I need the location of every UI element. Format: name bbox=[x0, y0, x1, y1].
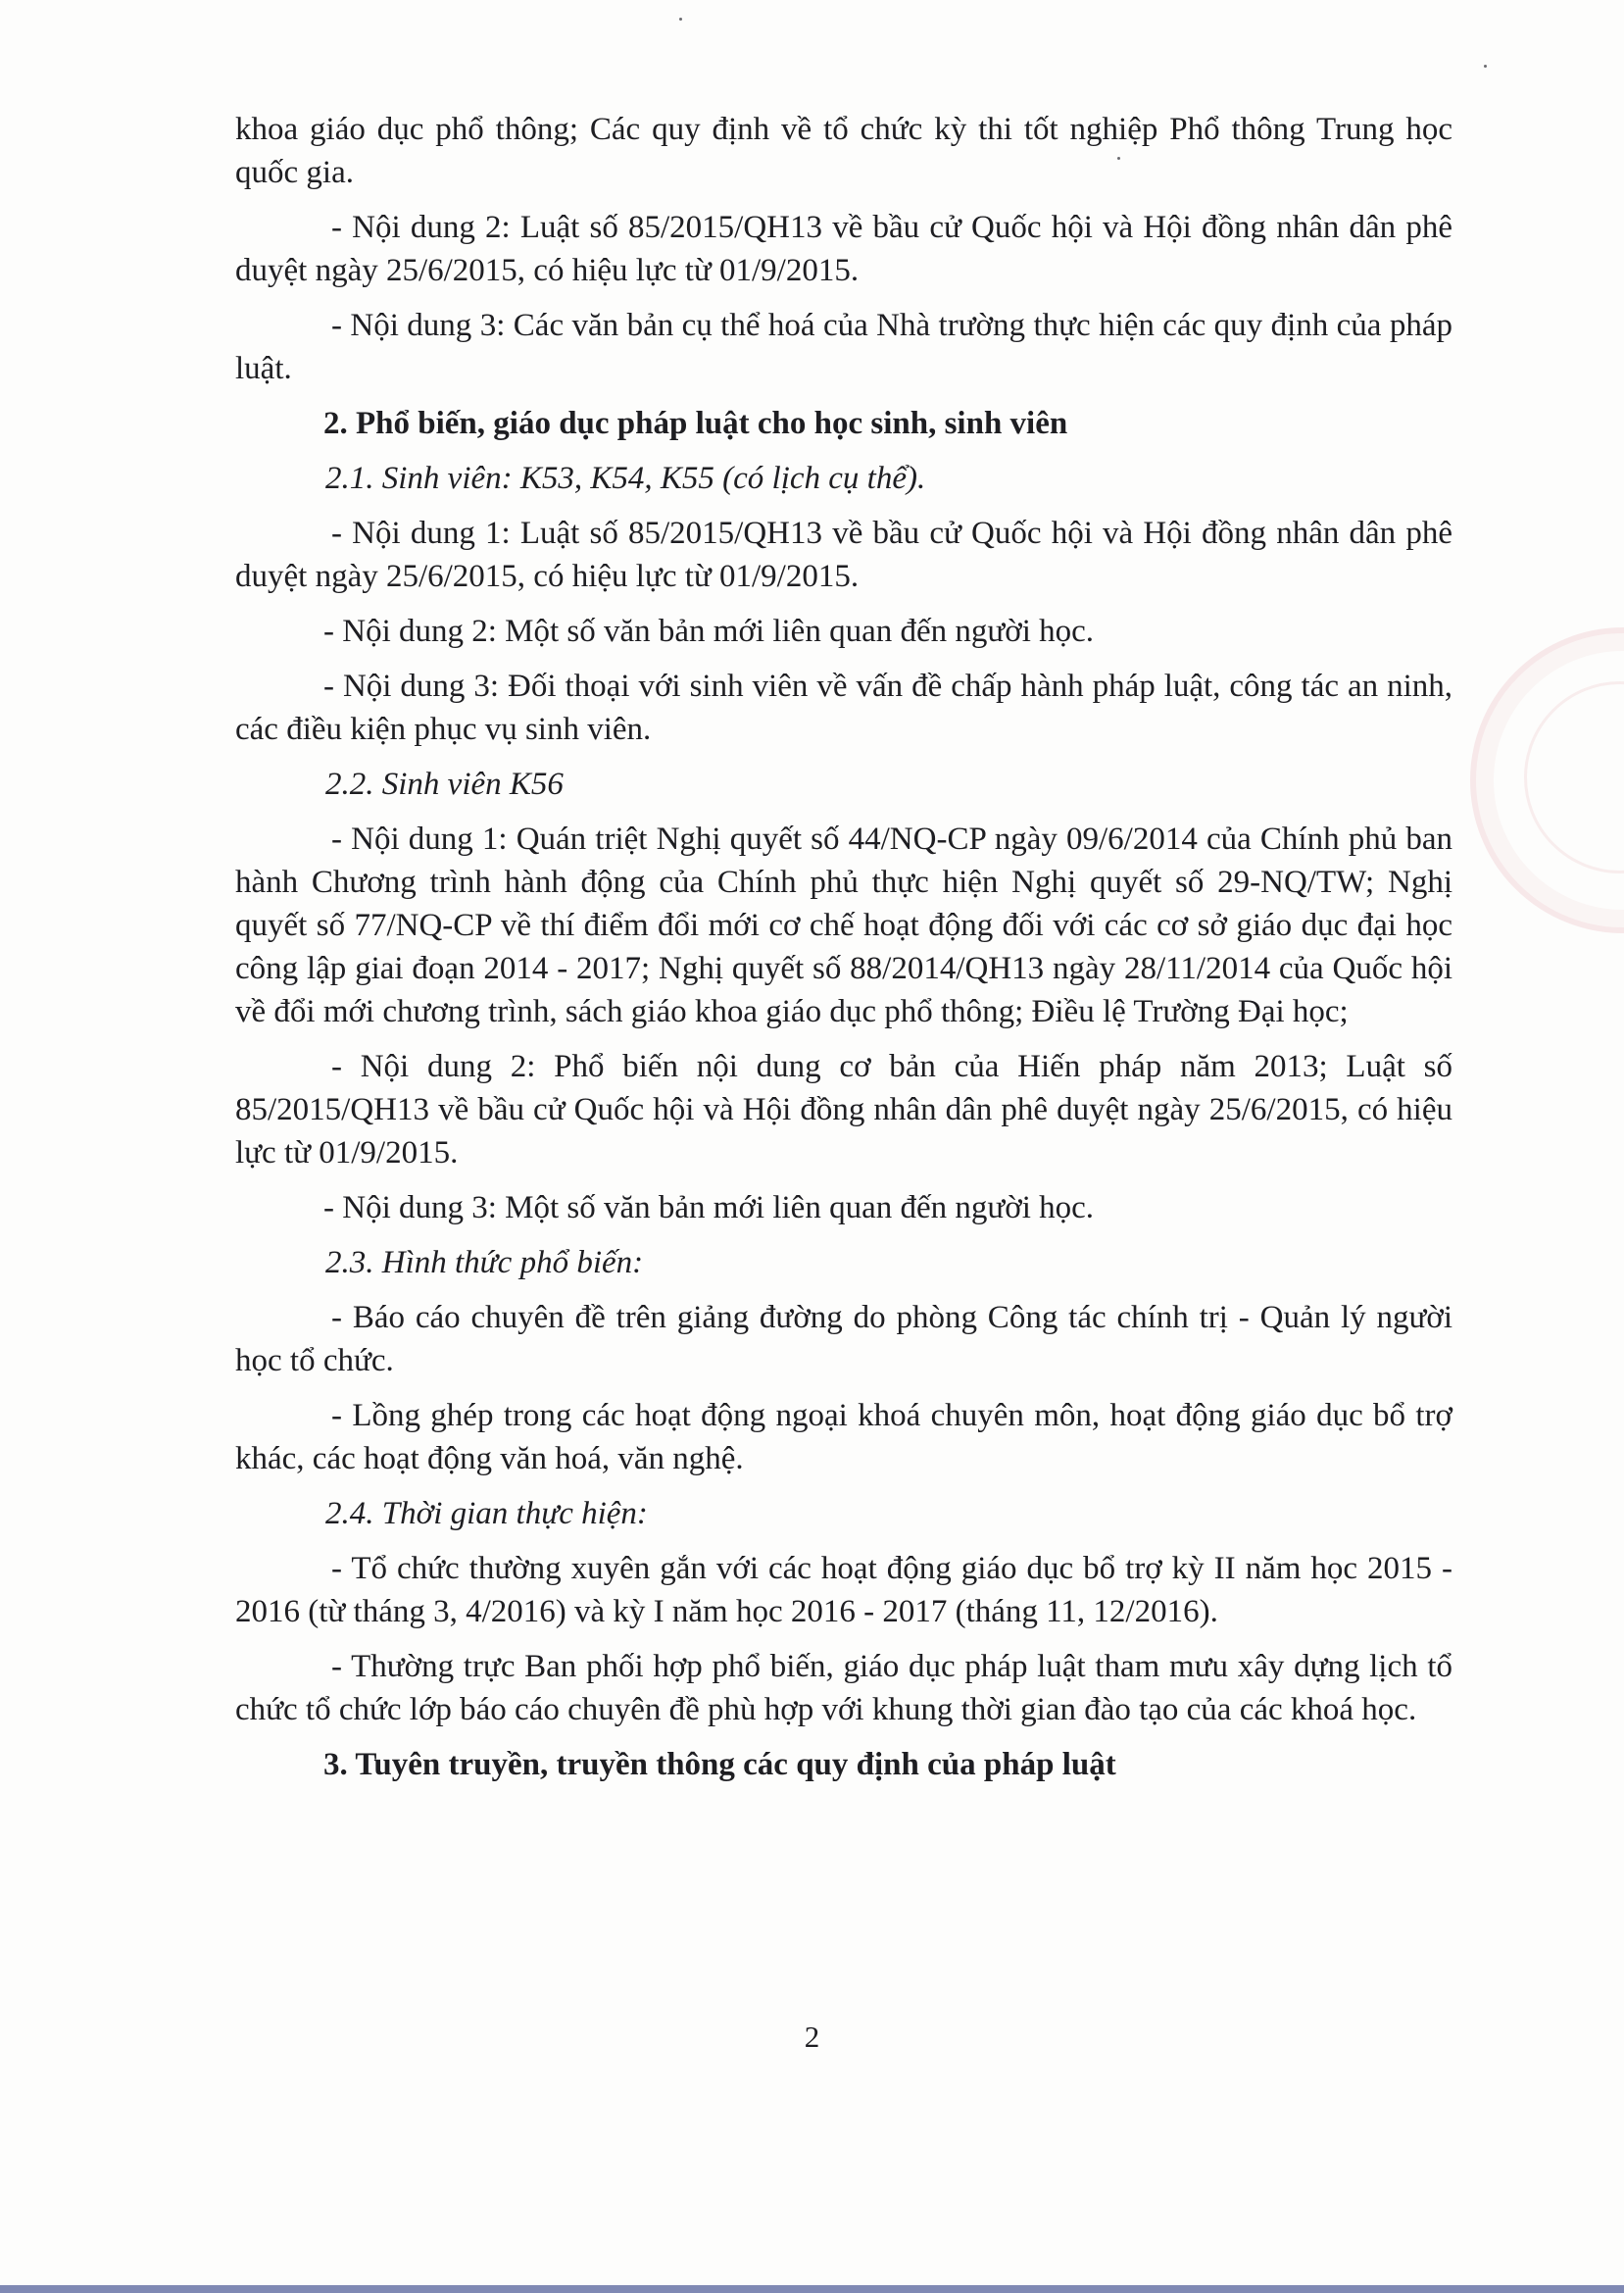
paragraph-2-3-item-2: - Lồng ghép trong các hoạt động ngoại khoá chuyên môn, hoạt động giáo dục bổ trợ khác, các hoạt động văn hoá, văn nghệ. bbox=[235, 1398, 1452, 1476]
subsection-heading-2-4: 2.4. Thời gian thực hiện: bbox=[325, 1496, 648, 1531]
paragraph-2-4-item-1: - Tổ chức thường xuyên gắn với các hoạt động giáo dục bổ trợ kỳ II năm học 2015 - 2016 (từ tháng 3, 4/2016) và kỳ I năm học 2016 - 2017 (tháng 11, 12/2016). bbox=[235, 1551, 1452, 1629]
paragraph-2-4-item-2: - Thường trực Ban phối hợp phổ biến, giáo dục pháp luật tham mưu xây dựng lịch tổ chức tổ chức lớp báo cáo chuyên đề phù hợp với khung thời gian đào tạo của các khoá học. bbox=[235, 1649, 1452, 1727]
scan-bottom-edge bbox=[0, 2285, 1624, 2293]
paragraph-2-3-item-1: - Báo cáo chuyên đề trên giảng đường do phòng Công tác chính trị - Quản lý người học tổ chức. bbox=[235, 1300, 1452, 1378]
paragraph-2-1-content-2: - Nội dung 2: Một số văn bản mới liên quan đến người học. bbox=[323, 614, 1095, 649]
document-body bbox=[235, 108, 1452, 1798]
section-heading-3: 3. Tuyên truyền, truyền thông các quy định của pháp luật bbox=[323, 1747, 1116, 1782]
subsection-heading-2-2: 2.2. Sinh viên K56 bbox=[325, 767, 564, 802]
paragraph-2-2-content-3: - Nội dung 3: Một số văn bản mới liên quan đến người học. bbox=[323, 1190, 1095, 1225]
subsection-heading-2-1: 2.1. Sinh viên: K53, K54, K55 (có lịch cụ thể). bbox=[325, 461, 926, 496]
paragraph-2-1-content-1: - Nội dung 1: Luật số 85/2015/QH13 về bầu cử Quốc hội và Hội đồng nhân dân phê duyệt ngày 25/6/2015, có hiệu lực từ 01/9/2015. bbox=[235, 516, 1452, 594]
paragraph-continuation: khoa giáo dục phổ thông; Các quy định về tổ chức kỳ thi tốt nghiệp Phổ thông Trung học quốc gia. bbox=[235, 112, 1452, 190]
page-number: 2 bbox=[804, 2019, 820, 2054]
scan-speck bbox=[679, 18, 682, 21]
paragraph-2-1-content-3: - Nội dung 3: Đối thoại với sinh viên về vấn đề chấp hành pháp luật, công tác an ninh, các điều kiện phục vụ sinh viên. bbox=[235, 669, 1452, 747]
scan-speck bbox=[1484, 65, 1487, 68]
subsection-heading-2-3: 2.3. Hình thức phổ biến: bbox=[325, 1245, 644, 1280]
paragraph-content-2: - Nội dung 2: Luật số 85/2015/QH13 về bầu cử Quốc hội và Hội đồng nhân dân phê duyệt ngày 25/6/2015, có hiệu lực từ 01/9/2015. bbox=[235, 210, 1452, 288]
section-heading-2: 2. Phổ biến, giáo dục pháp luật cho học sinh, sinh viên bbox=[323, 406, 1068, 441]
paragraph-2-2-content-1: - Nội dung 1: Quán triệt Nghị quyết số 44/NQ-CP ngày 09/6/2014 của Chính phủ ban hành Chương trình hành động của Chính phủ thực hiện Nghị quyết số 29-NQ/TW; Nghị quyết số 77/NQ-CP về thí điểm đổi mới cơ chế hoạt động đối với các cơ sở giáo dục đại học công lập giai đoạn 2014 - 2017; Nghị quyết số 88/2014/QH13 ngày 28/11/2014 của Quốc hội về đổi mới chương trình, sách giáo khoa giáo dục phổ thông; Điều lệ Trường Đại học; bbox=[235, 822, 1452, 1029]
paragraph-2-2-content-2: - Nội dung 2: Phổ biến nội dung cơ bản của Hiến pháp năm 2013; Luật số 85/2015/QH13 về bầu cử Quốc hội và Hội đồng nhân dân phê duyệt ngày 25/6/2015, có hiệu lực từ 01/9/2015. bbox=[235, 1049, 1452, 1171]
paragraph-content-3: - Nội dung 3: Các văn bản cụ thể hoá của Nhà trường thực hiện các quy định của pháp luật. bbox=[235, 308, 1452, 386]
